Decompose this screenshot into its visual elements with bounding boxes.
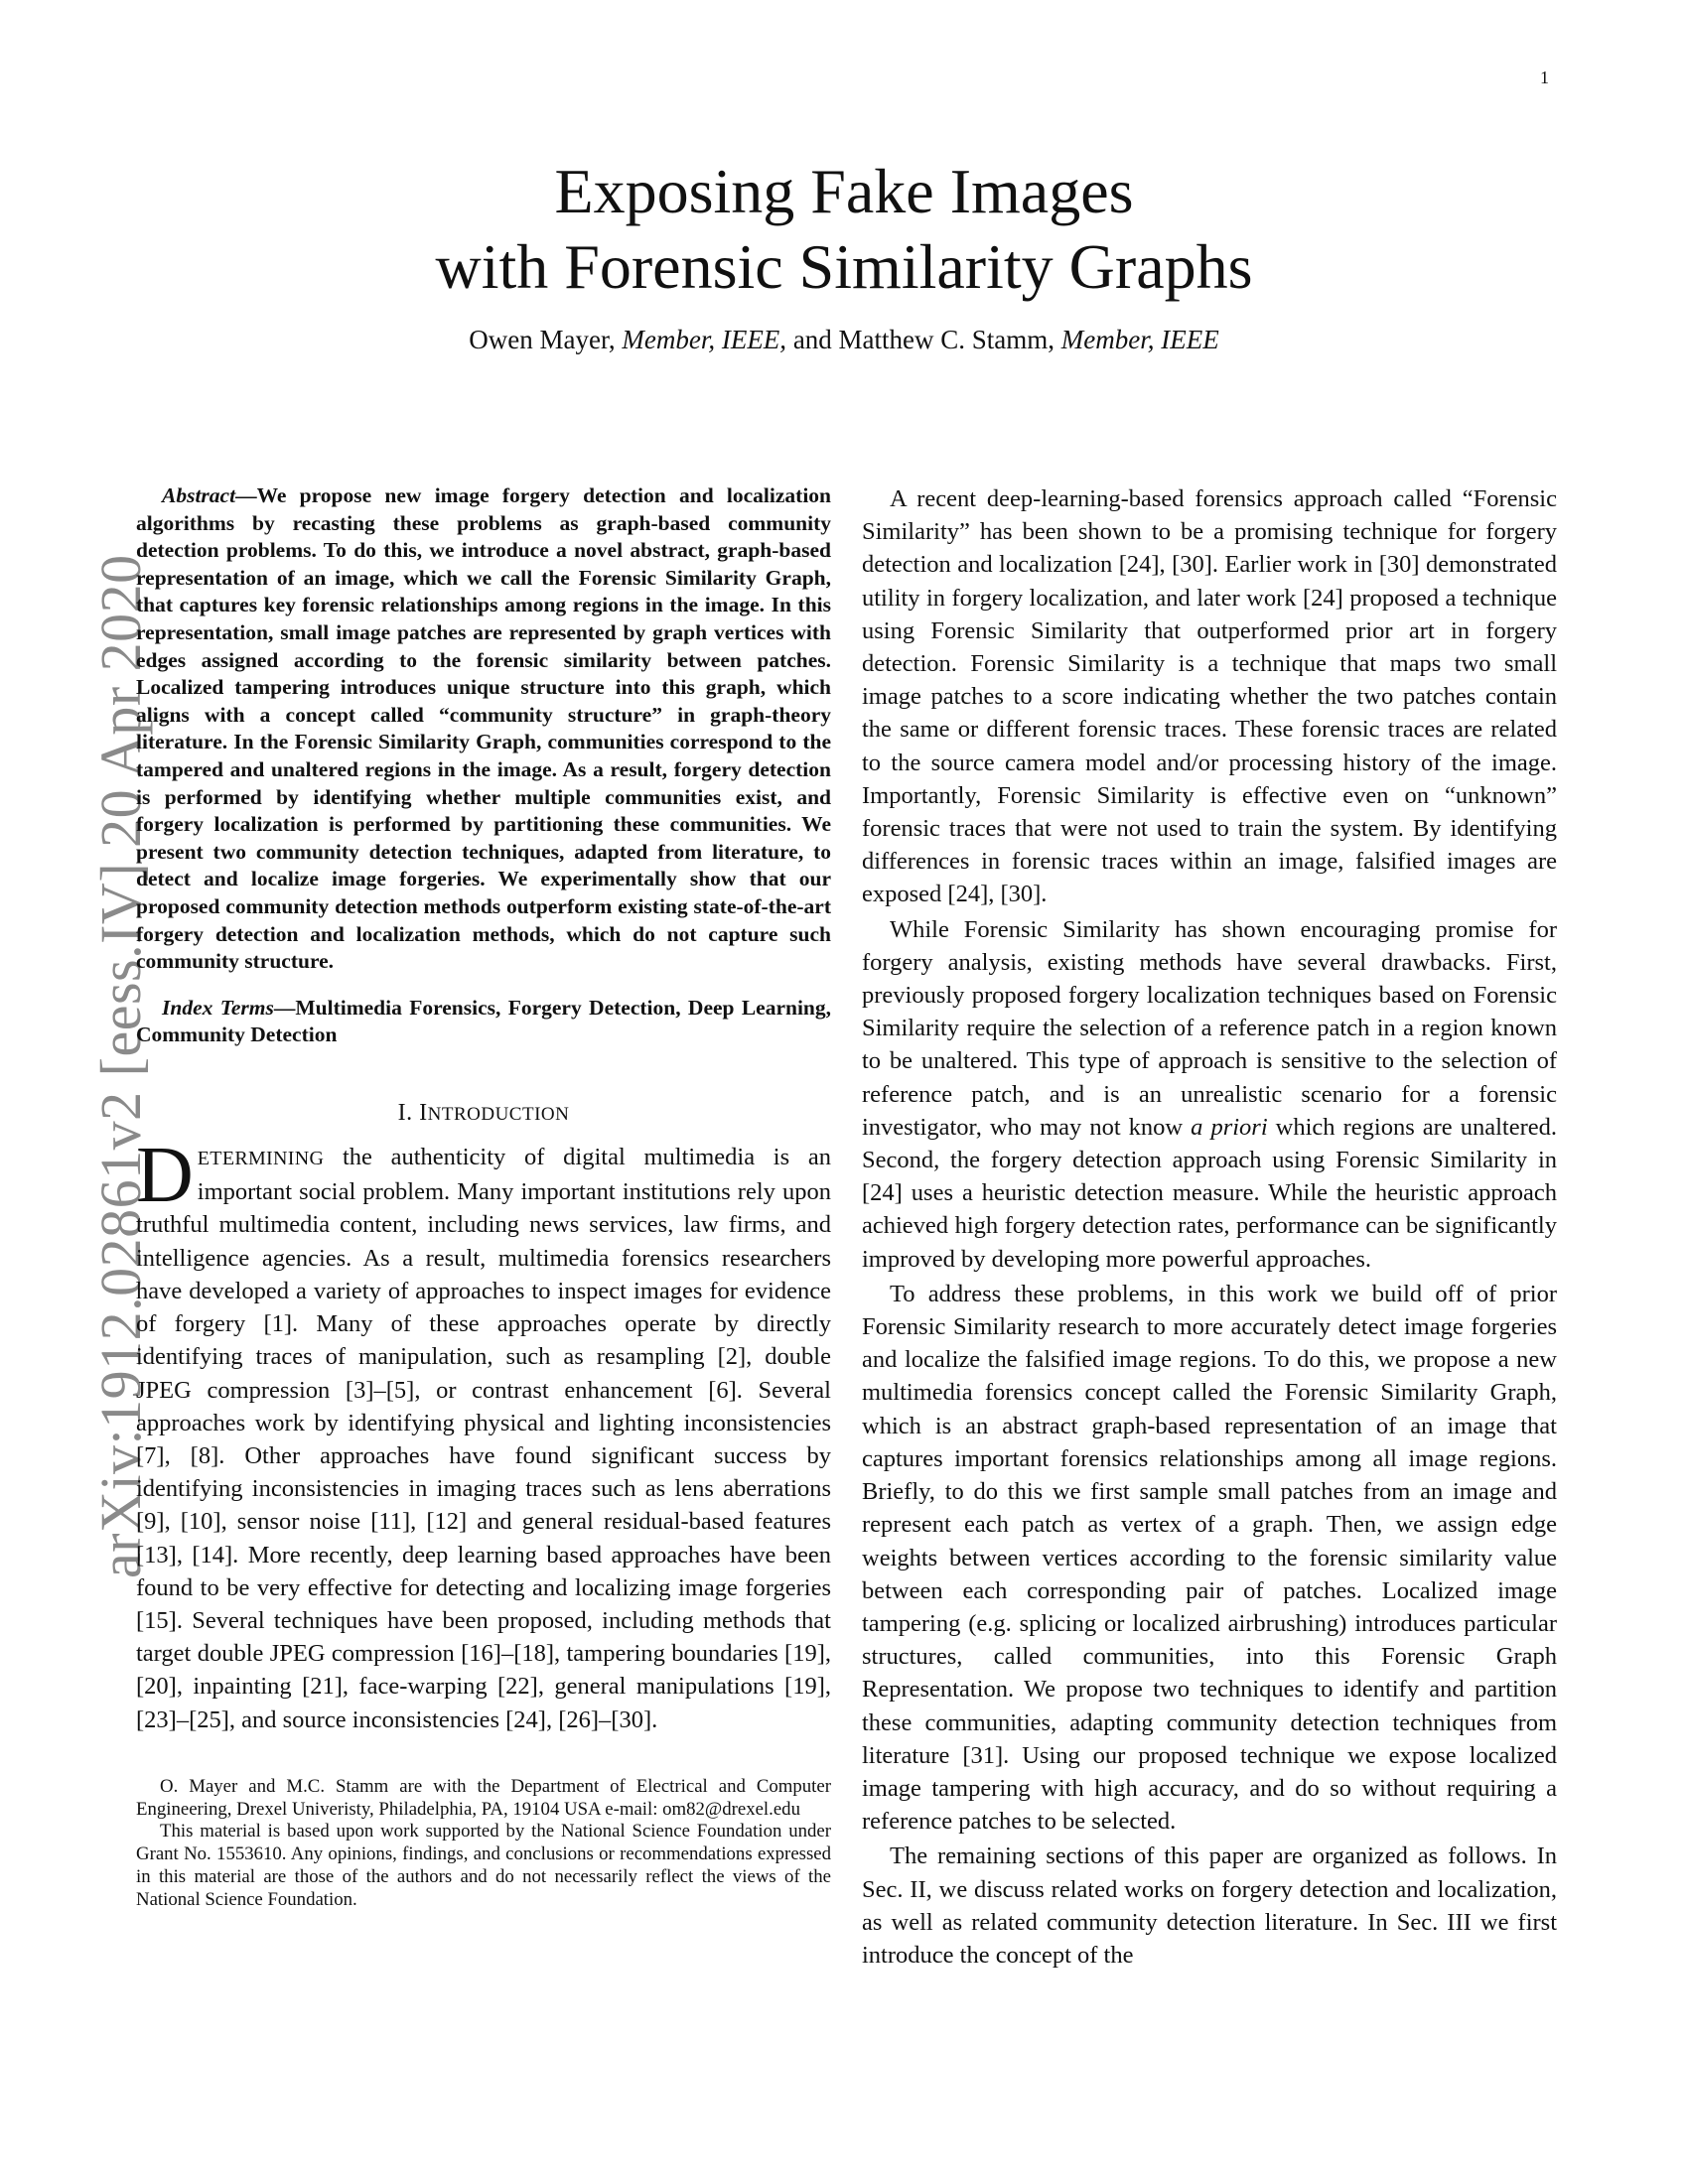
abstract-label: Abstract: [162, 483, 236, 507]
drop-cap: D: [136, 1132, 194, 1220]
paper-title: [0, 154, 1688, 305]
left-column: [136, 482, 831, 1912]
right-column: [862, 482, 1557, 1974]
body-paragraph-3: To address these problems, in this work we build off of prior Forensic Similarity research to more accurately detect image forgeries and localize the falsified image regions. To do this, we propose a new multimedia forensics concept called the Forensic Similarity Graph, which is an abstract graph-based representation of an image that captures important forensics relationships among all image regions. Briefly, to do this we first sample small patches from an image and represent each patch as vertex of a graph. Then, we assign edge weights between vertices according to the forensic similarity value between each corresponding pair of patches. Localized image tampering (e.g. splicing or localized airbrushing) introduces particular structures, called communities, into this Forensic Graph Representation. We propose two techniques to identify and partition these communities, adapting community detection techniques from literature [31]. Using our proposed technique we expose localized image tampering with high accuracy, and do so without requiring a reference patches to be selected.: [862, 1280, 1557, 1836]
author-affiliation-2: Member, IEEE: [1060, 325, 1219, 354]
author-affiliation-1: Member, IEEE,: [622, 325, 787, 354]
footnotes: [136, 1776, 831, 1912]
section-heading-introduction: [136, 1097, 831, 1131]
footnote-affiliation: O. Mayer and M.C. Stamm are with the Department of Electrical and Computer Engineering, Drexel Univeristy, Philadelphia, PA, 19104 USA e-mail: om82@drexel.edu: [136, 1775, 831, 1820]
paper-title-line-1: Exposing Fake Images: [554, 156, 1134, 226]
footnote-funding: This material is based upon work supported by the National Science Foundation under Grant No. 1553610. Any opinions, findings, and conclusions or recommendations expressed in this material are those of the authors and do not necessarily reflect the views of the National Science Foundation.: [136, 1821, 831, 1910]
body-paragraph-2-start: While Forensic Similarity has shown encouraging promise for forgery analysis, existing methods have several drawbacks. First, previously proposed forgery localization techniques based on Forensic Similarity require the selection of a reference patch in a region known to be unaltered. This type of approach is sensitive to the selection of reference patch, and is an unrealistic scenario for a forensic investigator, who may not know: [862, 915, 1557, 1141]
section-numeral: I. I: [397, 1099, 428, 1126]
body-paragraph-1: A recent deep-learning-based forensics approach called “Forensic Similarity” has been shown to be a promising technique for forgery detection and localization [24], [30]. Earlier work in [30] demonstrated utility in forgery localization, and later work [24] proposed a technique using Forensic Similarity that outperformed prior art in forgery detection. Forensic Similarity is a technique that maps two small image patches to a score indicating whether the two patches contain the same or different forensic traces. These forensic traces are related to the source camera model and/or processing history of the image. Importantly, Forensic Similarity is effective even on “unknown” forensic traces that were not used to train the system. By identifying differences in forensic traces within an image, falsified images are exposed [24], [30].: [862, 485, 1557, 908]
abstract-text: —We propose new image forgery detection and localization algorithms by recasting these problems as graph-based community detection problems. To do this, we introduce a novel abstract, graph-based representation of an image, which we call the Forensic Similarity Graph, that captures key forensic relationships among regions in the image. In this representation, small image patches are represented by graph vertices with edges assigned according to the forensic similarity between patches. Localized tampering introduces unique structure into this graph, which aligns with a concept called “community structure” in graph-theory literature. In the Forensic Similarity Graph, communities correspond to the tampered and unaltered regions in the image. As a result, forgery detection is performed by identifying whether multiple communities exist, and forgery localization is performed by partitioning these communities. We present two community detection techniques, adapted from literature, to detect and localize image forgeries. We experimentally show that our proposed community detection methods outperform existing state-of-the-art forgery detection and localization methods, which do not capture such community structure.: [136, 483, 831, 974]
body-paragraph-2-end: which regions are unaltered. Second, the forgery detection approach using Forensic Similarity in [24] uses a heuristic detection measure. While the heuristic approach achieved high forgery detection rates, performance can be significantly improved by developing more powerful approaches.: [862, 1113, 1557, 1273]
author-name-1: Owen Mayer,: [469, 325, 623, 354]
intro-first-word: ETERMINING: [197, 1148, 325, 1170]
arxiv-identifier-stamp[interactable]: arXiv:1912.02861v2 [eess.IV] 20 Apr 2020: [88, 554, 153, 1578]
intro-text: the authenticity of digital multimedia is an important social problem. Many important institutions rely upon truthful multimedia content, including news services, law firms, and intelligence agencies. As a result, multimedia forensics researchers have developed a variety of approaches to inspect images for evidence of forgery [1]. Many of these approaches operate by directly identifying traces of manipulation, such as resampling [2], double JPEG compression [3]–[5], or contrast enhancement [6]. Several approaches work by identifying physical and lighting inconsistencies [7], [8]. Other approaches have found significant success by identifying inconsistencies in imaging traces such as lens aberrations [9], [10], sensor noise [11], [12] and general residual-based features [13], [14]. More recently, deep learning based approaches have been found to be very effective for detecting and localizing image forgeries [15]. Several techniques have been proposed, including methods that target double JPEG compression [16]–[18], tampering boundaries [19], [20], inpainting [21], face-warping [22], general manipulations [19], [23]–[25], and source inconsistencies [24], [26]–[30].: [136, 1144, 831, 1733]
page-number: 1: [1540, 68, 1549, 87]
section-name: NTRODUCTION: [427, 1103, 570, 1125]
index-terms-text: —Multimedia Forensics, Forgery Detection, Deep Learning, Community Detection: [136, 995, 832, 1047]
author-line: [0, 325, 1688, 355]
index-terms-label: Index Terms: [162, 995, 274, 1020]
body-paragraph-4: The remaining sections of this paper are organized as follows. In Sec. II, we discuss related works on forgery detection and localization, as well as related community detection literature. In Sec. III we first introduce the concept of the: [862, 1843, 1557, 1969]
abstract: [136, 482, 831, 976]
introduction-paragraph: [136, 1132, 831, 1736]
body-paragraph-2: [862, 913, 1557, 1276]
emphasis-a-priori: a priori: [1191, 1113, 1268, 1141]
author-name-2: and Matthew C. Stamm,: [786, 325, 1061, 354]
paper-title-line-2: with Forensic Similarity Graphs: [435, 231, 1253, 302]
index-terms: [136, 995, 831, 1049]
